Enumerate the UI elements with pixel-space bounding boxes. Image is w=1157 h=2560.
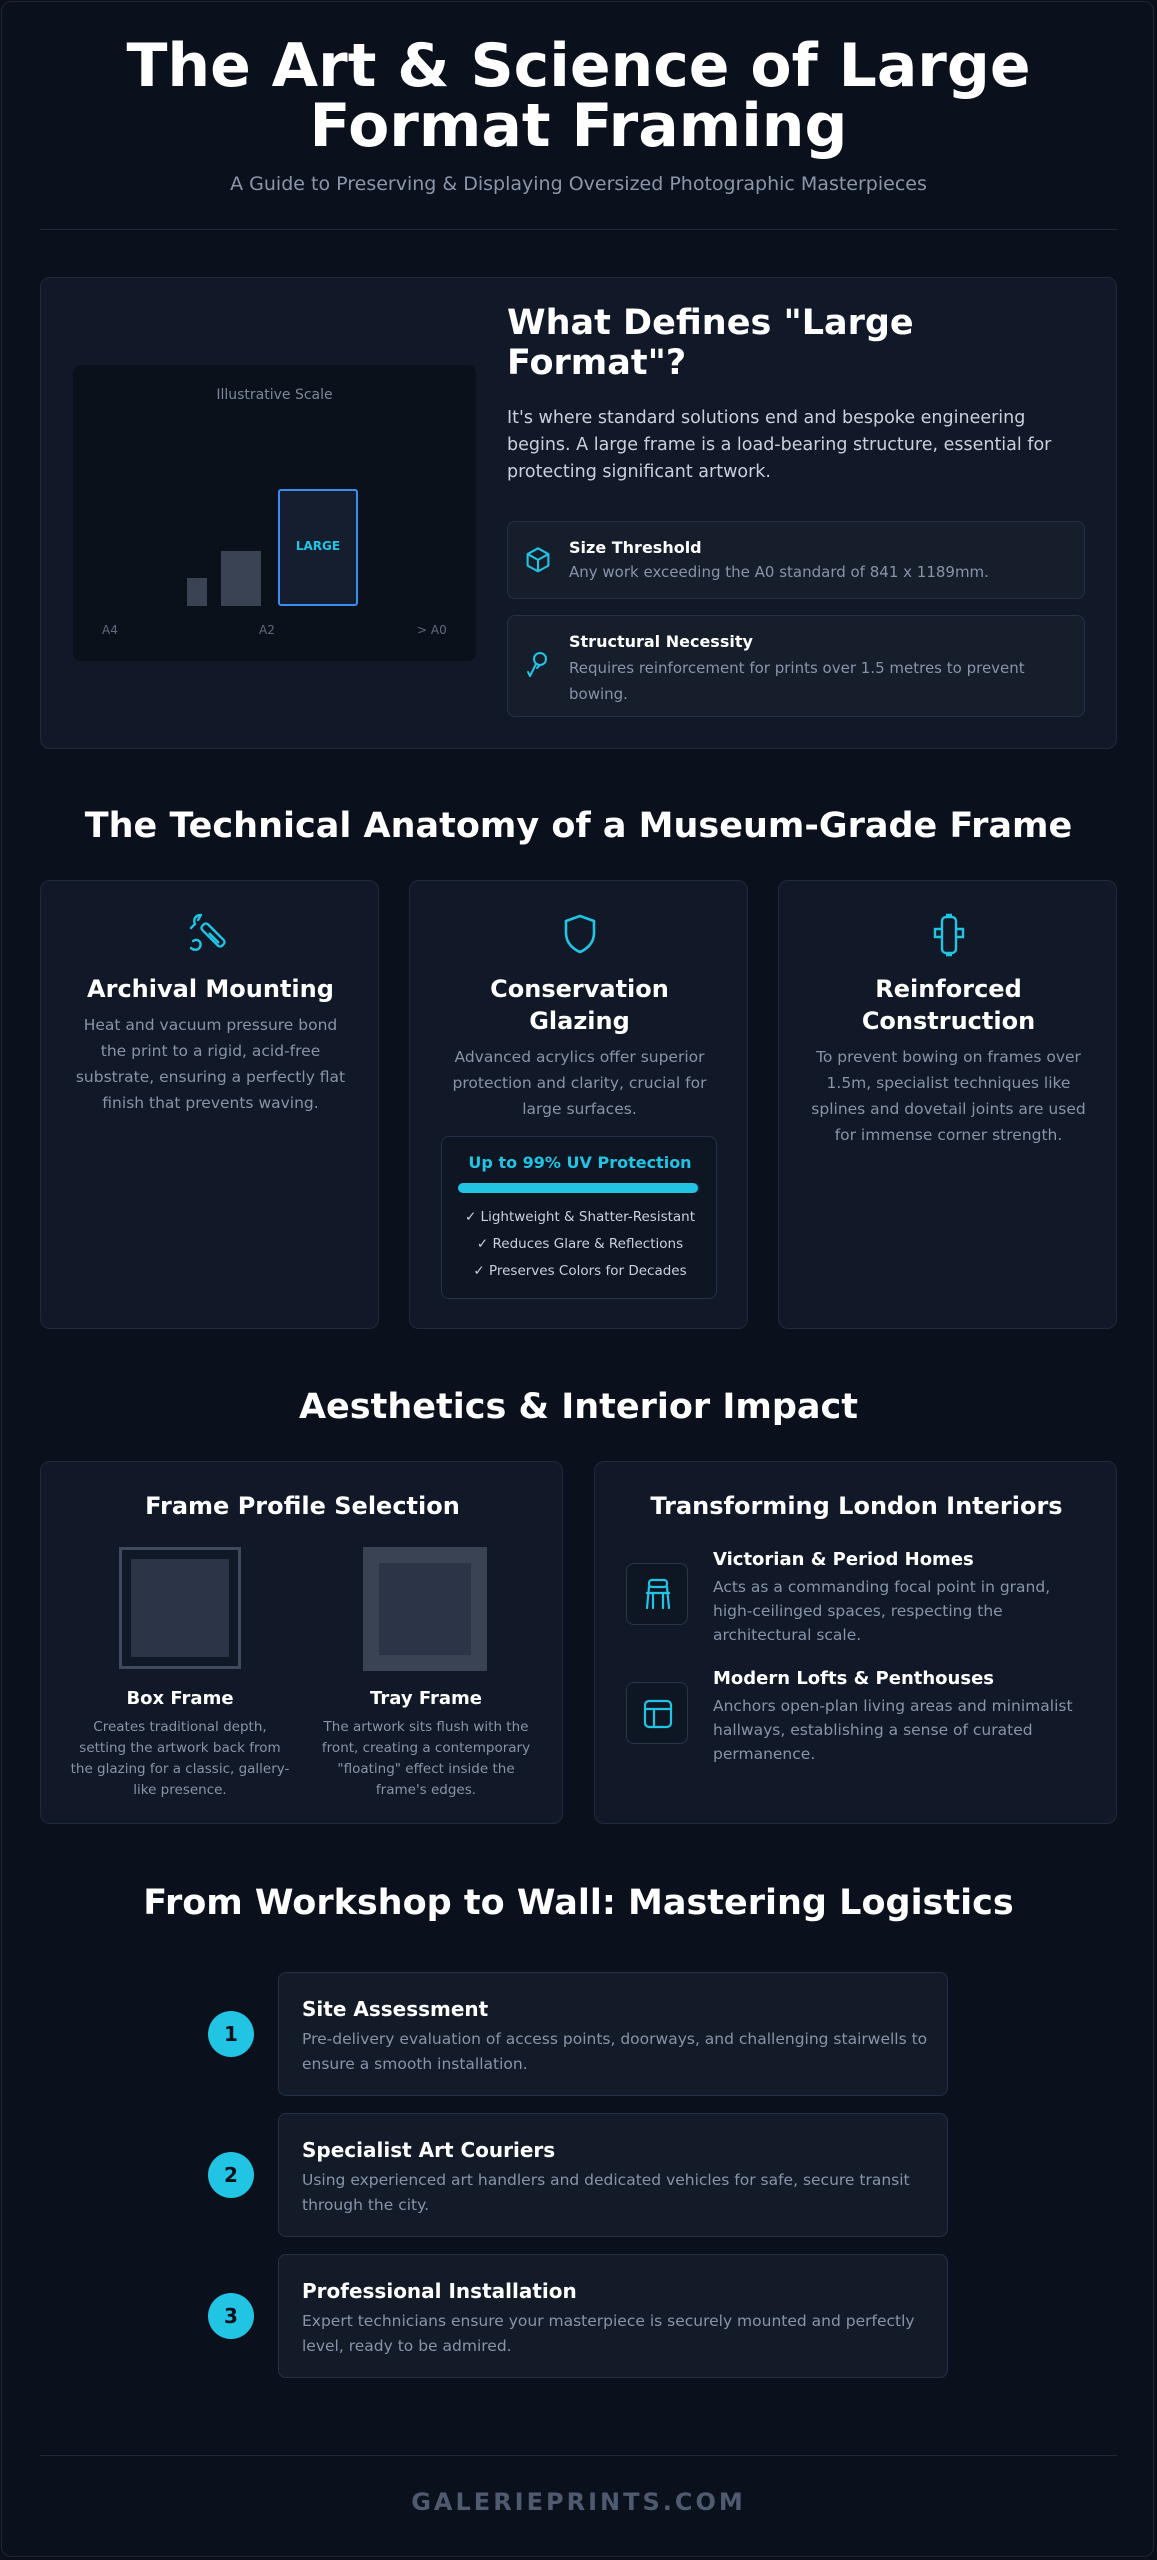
victorian-text: Acts as a commanding focal point in grand, high-ceilinged spaces, respecting the architectural scale. (713, 1578, 1051, 1644)
victorian-icon-box (626, 1563, 688, 1625)
logistics-heading: From Workshop to Wall: Mastering Logistics (143, 1883, 1014, 1923)
anatomy-card-mounting (40, 880, 379, 1329)
anatomy-heading: The Technical Anatomy of a Museum-Grade Frame (84, 806, 1073, 846)
lofts-title: Modern Lofts & Penthouses (713, 1668, 994, 1689)
axis-label-a0: > A0 (417, 623, 447, 637)
step-3-title: Professional Installation (302, 2279, 577, 2303)
aesthetics-heading: Aesthetics & Interior Impact (298, 1387, 859, 1427)
london-interiors-title: Transforming London Interiors (650, 1492, 1063, 1520)
step-1-text: Pre-delivery evaluation of access points, doorways, and challenging stairwells to ensure a smooth installation. (302, 2030, 928, 2073)
box-frame-icon (119, 1547, 241, 1669)
tray-frame-text: The artwork sits flush with the front, creating a contemporary "floating" effect inside the frame's edges. (321, 1719, 531, 1798)
anatomy-card-construction (778, 880, 1117, 1329)
footer-divider (40, 2455, 1117, 2456)
scale-illustration (73, 365, 476, 661)
scale-label: Illustrative Scale (216, 387, 333, 403)
construction-title: Reinforced Construction (861, 975, 1036, 1035)
frame-profile-card (40, 1461, 563, 1824)
london-interiors-card (594, 1461, 1117, 1824)
structural-necessity-title: Structural Necessity (569, 632, 753, 651)
size-threshold-card (507, 521, 1085, 599)
bolt-brace-icon (931, 913, 967, 957)
size-threshold-text: Any work exceeding the A0 standard of 841 x 1189mm. (569, 563, 989, 581)
box-frame-text: Creates traditional depth, setting the artwork back from the glazing for a classic, gallery-like presence. (70, 1719, 290, 1798)
size-threshold-title: Size Threshold (569, 538, 702, 557)
step-number-1: 1 (208, 2011, 254, 2057)
chair-icon (643, 1578, 673, 1610)
step-1-title: Site Assessment (302, 1997, 489, 2021)
tray-frame-title: Tray Frame (370, 1688, 482, 1709)
step-3-text: Expert technicians ensure your masterpiece is securely mounted and perfectly level, ready to be admired. (302, 2312, 915, 2355)
uv-point-3: ✓ Preserves Colors for Decades (473, 1263, 687, 1279)
structural-necessity-card (507, 615, 1085, 717)
layout-icon (643, 1699, 673, 1729)
shield-icon (562, 913, 598, 955)
glazing-title: Conservation Glazing (490, 975, 669, 1035)
step-2-text: Using experienced art handlers and dedicated vehicles for safe, secure transit through the city. (302, 2171, 910, 2214)
axis-label-a2: A2 (259, 623, 275, 637)
lofts-text: Anchors open-plan living areas and minimalist hallways, establishing a sense of curated permanence. (713, 1697, 1073, 1763)
mounting-text: Heat and vacuum pressure bond the print to a rigid, acid-free substrate, ensuring a perfectly flat finish that prevents waving. (75, 1016, 346, 1112)
defines-text: It's where standard solutions end and bespoke engineering begins. A large frame is a load-bearing structure, essential for protecting significant artwork. (507, 408, 1052, 482)
step-2-title: Specialist Art Couriers (302, 2138, 556, 2162)
victorian-title: Victorian & Period Homes (713, 1549, 974, 1570)
cube-icon (524, 546, 552, 576)
footer-brand: GALERIEPRINTS.COM (411, 2488, 746, 2516)
frame-profile-title: Frame Profile Selection (145, 1492, 460, 1520)
page-title: The Art & Science of Large Format Framing (126, 31, 1031, 161)
construction-text: To prevent bowing on frames over 1.5m, specialist techniques like splines and dovetail joints are used for immense corner strength. (811, 1048, 1086, 1144)
step-card-2 (278, 2113, 948, 2237)
divider (40, 229, 1117, 230)
step-number-3: 3 (208, 2293, 254, 2339)
uv-progress-fill (458, 1183, 698, 1193)
mounting-title: Archival Mounting (87, 975, 334, 1003)
step-card-1 (278, 1972, 948, 2096)
uv-point-1: ✓ Lightweight & Shatter-Resistant (464, 1209, 696, 1225)
axis-label-a4: A4 (102, 623, 118, 637)
pin-icon (526, 650, 550, 680)
box-frame-title: Box Frame (126, 1688, 234, 1709)
scale-bar-a2 (221, 551, 261, 606)
uv-protection-box (441, 1136, 717, 1299)
page-subtitle: A Guide to Preserving & Displaying Oversized Photographic Masterpieces (230, 173, 927, 195)
scale-bar-a4 (187, 578, 207, 606)
tools-icon (189, 911, 233, 953)
anatomy-card-glazing (409, 880, 748, 1329)
glazing-text: Advanced acrylics offer superior protection and clarity, crucial for large surfaces. (452, 1048, 707, 1118)
scale-bar-large (278, 489, 358, 606)
step-card-3 (278, 2254, 948, 2378)
uv-progress-track (458, 1183, 700, 1193)
structural-necessity-text: Requires reinforcement for prints over 1.5 metres to prevent bowing. (569, 659, 1025, 703)
large-label: LARGE (295, 539, 341, 553)
lofts-icon-box (626, 1682, 688, 1744)
defines-heading: What Defines "Large Format"? (507, 303, 914, 383)
uv-title: Up to 99% UV Protection (468, 1153, 692, 1172)
uv-point-2: ✓ Reduces Glare & Reflections (476, 1236, 684, 1252)
step-number-2: 2 (208, 2152, 254, 2198)
tray-frame-icon (363, 1547, 487, 1671)
